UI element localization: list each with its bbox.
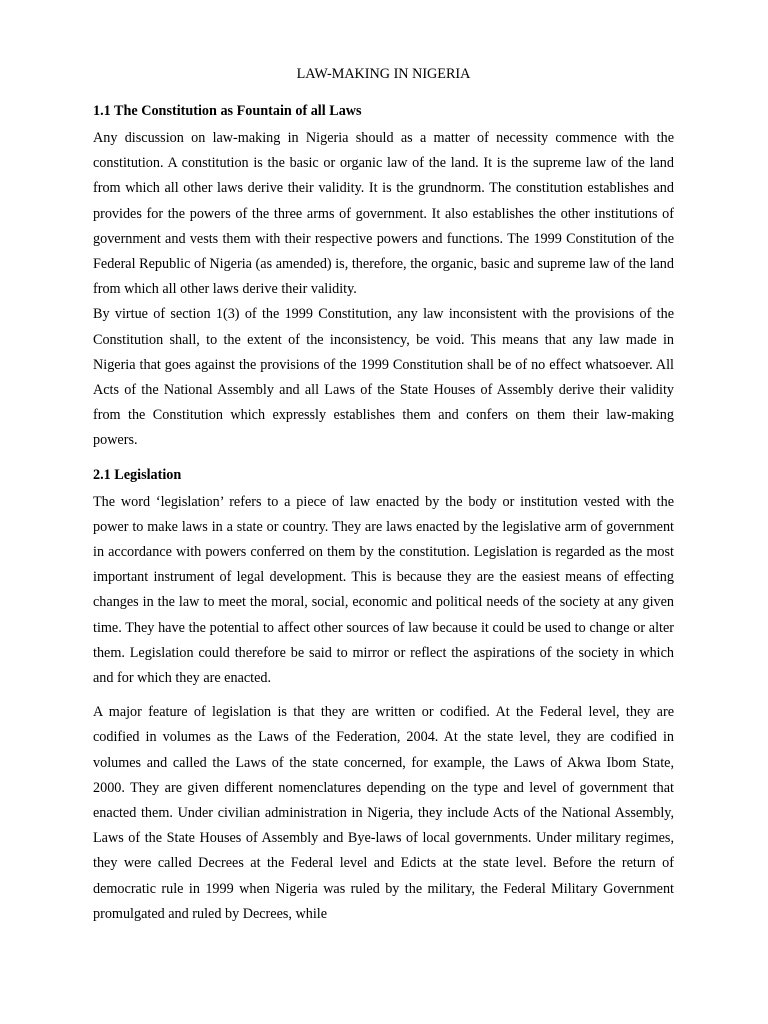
paragraph: The word ‘legislation’ refers to a piece of law enacted by the body or institution vested with the power to make laws in a state or country. They are laws enacted by the legislative arm of government in accordance with powers conferred on them by the constitution. Legislation is regarded as the most important instrument of legal development. This is because they are the easiest means of effecting changes in the law to meet the moral, social, economic and political needs of the society at any given time. They have the potential to affect other sources of law because it could be used to change or alter them. Legislation could therefore be said to mirror or reflect the aspirations of the society in which and for which they are enacted. — [93, 493, 674, 687]
section-heading: 1.1 The Constitution as Fountain of all Laws — [93, 103, 362, 119]
section-constitution — [93, 101, 674, 454]
section-heading: 2.1 Legislation — [93, 466, 182, 483]
paragraph: A major feature of legislation is that they are written or codified. At the Federal level, they are codified in volumes as the Laws of the Federation, 2004. At the state level, they are codified in volumes and called the Laws of the state concerned, for example, the Laws of Akwa Ibom State, 2000. They are given different nomenclatures depending on the type and level of government that enacted them. Under civilian administration in Nigeria, they include Acts of the National Assembly, Laws of the State Houses of Assembly and Bye-laws of local governments. Under military regimes, they were called Decrees at the Federal level and Edicts at the state level. Before the return of democratic rule in 1999 when Nigeria was ruled by the military, the Federal Military Government promulgated and ruled by Decrees, while — [93, 704, 674, 922]
section-legislation — [93, 465, 674, 927]
paragraph: Any discussion on law-making in Nigeria should as a matter of necessity commence with the constitution. A constitution is the basic or organic law of the land. It is the supreme law of the land from which all other laws derive their validity. It is the grundnorm. The constitution establishes and provides for the powers of the three arms of government. It also establishes the other institutions of government and vests them with their respective powers and functions. The 1999 Constitution of the Federal Republic of Nigeria (as amended) is, therefore, the organic, basic and supreme law of the land from which all other laws derive their validity. — [93, 130, 674, 298]
paragraph: By virtue of section 1(3) of the 1999 Constitution, any law inconsistent with the provisions of the Constitution shall, to the extent of the inconsistency, be void. This means that any law made in Nigeria that goes against the provisions of the 1999 Constitution shall be of no effect whatsoever. All Acts of the National Assembly and all Laws of the State Houses of Assembly derive their validity from the Constitution which expressly establishes them and confers on them their law-making powers. — [93, 306, 674, 449]
document-title: LAW-MAKING IN NIGERIA — [296, 66, 471, 82]
